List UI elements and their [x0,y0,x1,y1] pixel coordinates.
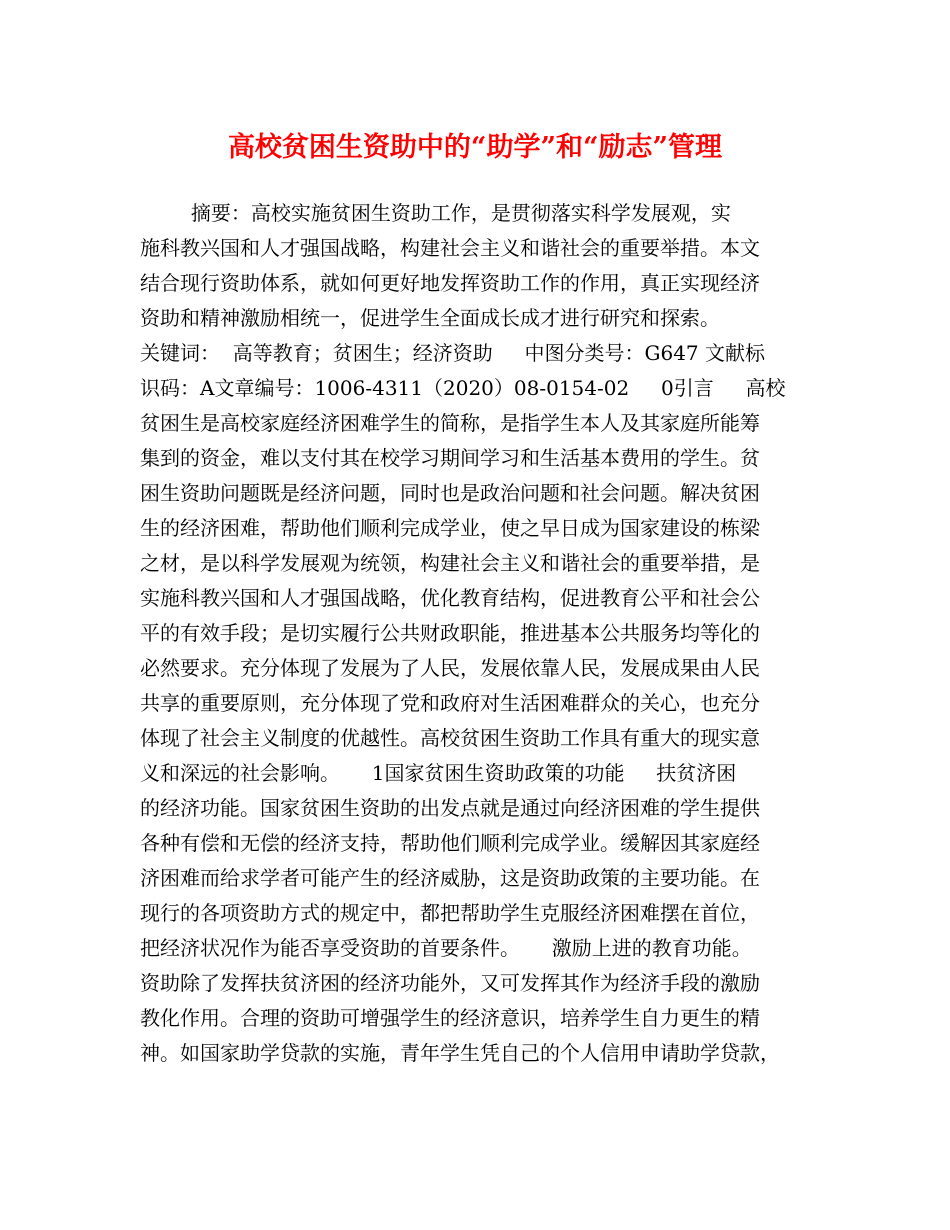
body-line: 识码：A文章编号：1006-4311（2020）08-0154-02 0引言 高校 [140,376,786,400]
body-line: 共享的重要原则，充分体现了党和政府对生活困难群众的关心，也充分 [140,691,760,715]
body-line: 神。如国家助学贷款的实施，青年学生凭自己的个人信用申请助学贷款， [140,1041,780,1065]
body-line: 摘要：高校实施贫困生资助工作，是贯彻落实科学发展观，实 [140,201,731,225]
body-line: 义和深远的社会影响。 1国家贫困生资助政策的功能 扶贫济困 [140,761,737,785]
body-line: 资助和精神激励相统一，促进学生全面成长成才进行研究和探索。 [140,306,720,330]
body-line: 集到的资金，难以支付其在校学习期间学习和生活基本费用的学生。贫 [140,446,760,470]
body-line: 困生资助问题既是经济问题，同时也是政治问题和社会问题。解决贫困 [140,481,760,505]
body-line: 体现了社会主义制度的优越性。高校贫困生资助工作具有重大的现实意 [140,726,760,750]
body-line: 现行的各项资助方式的规定中，都把帮助学生克服经济困难摆在首位， [140,901,760,925]
document-body [140,196,816,1071]
body-line: 教化作用。合理的资助可增强学生的经济意识，培养学生自力更生的精 [140,1006,760,1030]
body-line: 贫困生是高校家庭经济困难学生的简称，是指学生本人及其家庭所能筹 [140,411,760,435]
body-line: 关键词： 高等教育；贫困生；经济资助 中图分类号：G647 文献标 [140,341,766,365]
body-line: 把经济状况作为能否享受资助的首要条件。 激励上进的教育功能。 [140,936,752,960]
body-line: 资助除了发挥扶贫济困的经济功能外，又可发挥其作为经济手段的激励 [140,971,760,995]
body-line: 实施科教兴国和人才强国战略，优化教育结构，促进教育公平和社会公 [140,586,760,610]
body-line: 济困难而给求学者可能产生的经济威胁，这是资助政策的主要功能。在 [140,866,760,890]
body-line: 平的有效手段；是切实履行公共财政职能，推进基本公共服务均等化的 [140,621,760,645]
body-line: 的经济功能。国家贫困生资助的出发点就是通过向经济困难的学生提供 [140,796,760,820]
body-line: 之材，是以科学发展观为统领，构建社会主义和谐社会的重要举措，是 [140,551,760,575]
body-line: 各种有偿和无偿的经济支持，帮助他们顺利完成学业。缓解因其家庭经 [140,831,760,855]
body-line: 生的经济困难，帮助他们顺利完成学业，使之早日成为国家建设的栋梁 [140,516,760,540]
document-title: 高校贫困生资助中的“助学”和“励志”管理 [227,132,723,163]
body-line: 必然要求。充分体现了发展为了人民，发展依靠人民，发展成果由人民 [140,656,760,680]
body-line: 施科教兴国和人才强国战略，构建社会主义和谐社会的重要举措。本文 [140,236,760,260]
body-line: 结合现行资助体系，就如何更好地发挥资助工作的作用，真正实现经济 [140,271,760,295]
